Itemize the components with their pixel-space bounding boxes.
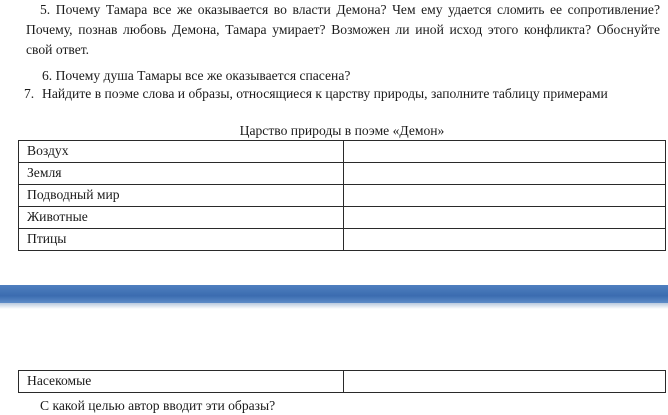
table-row	[19, 185, 666, 207]
row-label: Земля	[19, 163, 344, 185]
row-label: Животные	[19, 207, 344, 229]
row-label: Подводный мир	[19, 185, 344, 207]
row-value-cell[interactable]	[344, 229, 666, 251]
row-value-cell[interactable]	[344, 207, 666, 229]
table-row	[19, 371, 666, 393]
question-6-number: 6.	[42, 68, 53, 83]
follow-up-question: С какой целью автор вводит эти образы?	[40, 398, 276, 413]
nature-table	[18, 140, 666, 251]
page-break-divider	[0, 285, 668, 303]
question-7	[24, 84, 662, 104]
row-label: Насекомые	[19, 371, 344, 393]
question-7-number: 7.	[24, 86, 35, 101]
row-value-cell[interactable]	[344, 141, 666, 163]
table-row	[19, 141, 666, 163]
row-label: Воздух	[19, 141, 344, 163]
question-6	[28, 66, 662, 86]
question-7-text: Найдите в поэме слова и образы, относящиеся к царству природы, заполните таблицу примерами	[42, 86, 608, 101]
question-5-number: 5.	[40, 2, 51, 17]
table-row	[19, 207, 666, 229]
row-value-cell[interactable]	[344, 185, 666, 207]
table-row	[19, 163, 666, 185]
table-row	[19, 229, 666, 251]
row-label: Птицы	[19, 229, 344, 251]
question-5	[26, 0, 660, 60]
nature-table-continued	[18, 370, 666, 393]
row-value-cell[interactable]	[344, 163, 666, 185]
document-lower-section	[0, 309, 668, 413]
table-caption: Царство природы в поэме «Демон»	[239, 123, 445, 138]
question-6-text: Почему душа Тамары все же оказывается спасена?	[55, 68, 351, 83]
row-value-cell[interactable]	[344, 371, 666, 393]
question-5-text: Почему Тамара все же оказывается во власти Демона? Чем ему удается сломить ее сопротивление? Почему, познав любовь Демона, Тамара умирает? Возможен ли иной исход этого конфликта? Обоснуйте свой ответ.	[26, 2, 660, 57]
